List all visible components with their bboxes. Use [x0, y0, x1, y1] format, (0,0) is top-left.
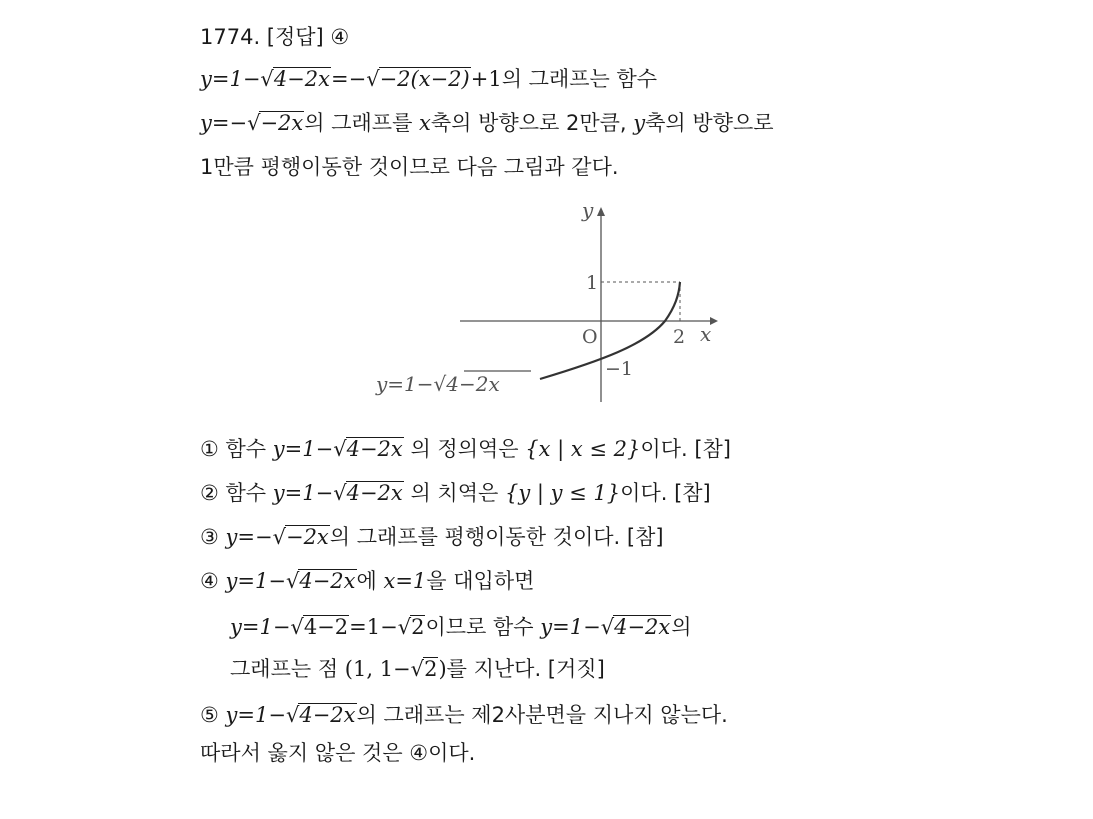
- option-text: 를 지난다. [거짓]: [446, 657, 605, 681]
- option-mark: ④: [200, 569, 219, 593]
- answer-header: 1774. [정답] ④: [200, 25, 350, 49]
- radicand: −2(x−2): [379, 67, 470, 91]
- option-text: 함수: [225, 481, 267, 505]
- equation-lhs: y=1−: [272, 481, 334, 505]
- radicand: 4−2x: [346, 437, 403, 461]
- y-axis-arrow-icon: [597, 207, 605, 216]
- equation-lhs: y=1−: [230, 615, 291, 639]
- tick-label-y-neg1: −1: [605, 358, 634, 380]
- tick-label-x2: 2: [673, 326, 686, 348]
- intro-line-1: y=1−√4−2x=−√−2(x−2)+1의 그래프는 함수: [200, 67, 658, 91]
- radicand: 4−2x: [273, 67, 330, 91]
- equation-mid: =1−: [349, 615, 398, 639]
- option-3: ③ y=−√−2x의 그래프를 평행이동한 것이다. [참]: [200, 525, 664, 549]
- intro-text: 의 그래프를: [304, 111, 420, 135]
- origin-label: O: [582, 326, 598, 348]
- radicand: 2: [424, 657, 438, 681]
- option-text: 의 정의역은: [410, 437, 519, 461]
- y-axis-label: y: [582, 198, 594, 222]
- curve-label-lhs: y=1−: [376, 372, 434, 396]
- equation-mid: =−: [330, 67, 367, 91]
- y-variable: y: [633, 111, 646, 135]
- intro-text: 축의 방향으로: [645, 111, 774, 135]
- option-4-line-2: y=1−√4−2=1−√2이므로 함수 y=1−√4−2x의: [230, 615, 692, 639]
- tick-label-y1: 1: [586, 272, 599, 294]
- conclusion: 따라서 옳지 않은 것은 ④이다.: [200, 741, 476, 765]
- radicand: 4−2: [303, 615, 349, 639]
- option-text: 을 대입하면: [426, 569, 535, 593]
- option-1: ① 함수 y=1−√4−2x 의 정의역은 {x | x ≤ 2}이다. [참]: [200, 437, 732, 461]
- point-coordinate-close: ): [438, 657, 447, 681]
- option-text: 함수: [225, 437, 267, 461]
- equation-lhs: y=1−: [200, 67, 261, 91]
- option-text: 에: [356, 569, 377, 593]
- equation-lhs: y=−: [200, 111, 248, 135]
- equation-tail: +1: [470, 67, 502, 91]
- radicand: −2x: [260, 111, 304, 135]
- intro-text: 축의 방향으로 2만큼,: [430, 111, 634, 135]
- intro-text: 의 그래프는 함수: [501, 67, 658, 91]
- option-mark: ①: [200, 437, 219, 461]
- radicand: 4−2x: [299, 569, 356, 593]
- option-5: ⑤ y=1−√4−2x의 그래프는 제2사분면을 지나지 않는다.: [200, 703, 728, 727]
- domain-set: {x | x ≤ 2}: [525, 437, 641, 461]
- radicand: 4−2x: [346, 481, 403, 505]
- equation-lhs: y=−: [225, 525, 273, 549]
- option-text: 그래프는 점: [230, 657, 339, 681]
- option-4-line-3: 그래프는 점 (1, 1−√2)를 지난다. [거짓]: [230, 657, 605, 681]
- option-text: 이다. [참]: [640, 437, 732, 461]
- radicand: 2: [411, 615, 425, 639]
- point-coordinate: (1, 1−: [344, 657, 411, 681]
- option-text: 이다. [참]: [620, 481, 711, 505]
- option-mark: ⑤: [200, 703, 219, 727]
- option-text: 의: [671, 615, 692, 639]
- equation-lhs: y=1−: [225, 569, 286, 593]
- equation-lhs: y=1−: [272, 437, 334, 461]
- radicand: 4−2x: [614, 615, 671, 639]
- radicand: 4−2x: [299, 703, 356, 727]
- curve-label-radicand: 4−2x: [446, 372, 500, 396]
- option-4: ④ y=1−√4−2x에 x=1을 대입하면: [200, 569, 535, 593]
- option-mark: ②: [200, 481, 219, 505]
- option-2: ② 함수 y=1−√4−2x 의 치역은 {y | y ≤ 1}이다. [참]: [200, 481, 711, 505]
- equation-lhs: y=1−: [540, 615, 601, 639]
- x-axis-label: x: [700, 322, 712, 346]
- option-mark: ③: [200, 525, 219, 549]
- intro-line-2: y=−√−2x의 그래프를 x축의 방향으로 2만큼, y축의 방향으로: [200, 111, 774, 135]
- option-text: 의 그래프는 제2사분면을 지나지 않는다.: [356, 703, 728, 727]
- option-text: 이므로 함수: [425, 615, 534, 639]
- curve-label: y=1−√4−2x: [376, 372, 500, 396]
- option-text: 의 치역은: [410, 481, 499, 505]
- function-graph: [370, 195, 730, 407]
- x-variable: x: [419, 111, 431, 135]
- equation-lhs: y=1−: [225, 703, 286, 727]
- option-text: 의 그래프를 평행이동한 것이다. [참]: [329, 525, 664, 549]
- range-set: {y | y ≤ 1}: [504, 481, 621, 505]
- substitution: x=1: [383, 569, 427, 593]
- intro-line-3: 1만큼 평행이동한 것이므로 다음 그림과 같다.: [200, 155, 619, 179]
- radicand: −2x: [285, 525, 329, 549]
